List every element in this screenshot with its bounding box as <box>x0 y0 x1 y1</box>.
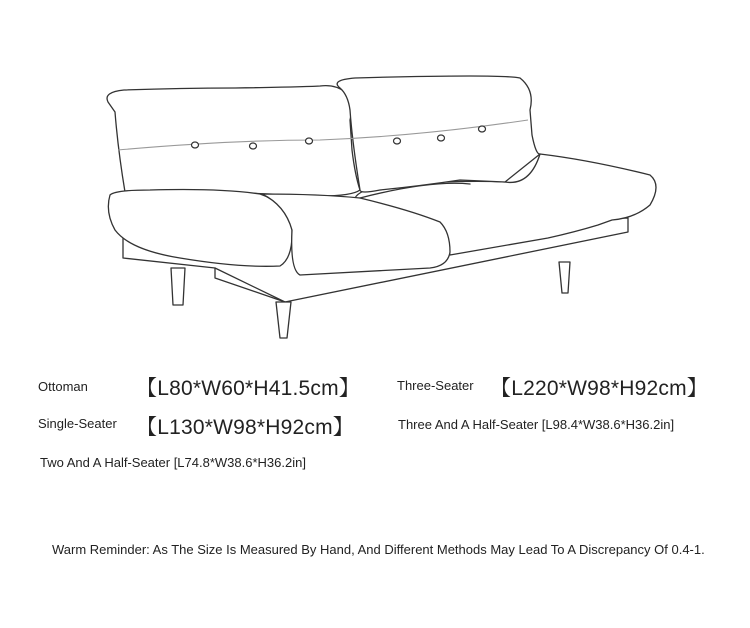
ottoman-label: Ottoman <box>38 379 88 394</box>
tuft-button <box>192 142 199 148</box>
tuft-button <box>394 138 401 144</box>
single-seater-size: 【L130*W98*H92cm】 <box>136 416 354 439</box>
tuft-button <box>479 126 486 132</box>
ottoman-size: 【L80*W60*H41.5cm】 <box>136 377 360 400</box>
sofa-leg-front <box>276 302 291 338</box>
tuft-button <box>438 135 445 141</box>
single-seater-label: Single-Seater <box>38 416 117 431</box>
sofa-backrest-left <box>107 86 360 196</box>
sofa-leg-back-left <box>171 268 185 305</box>
warm-reminder: Warm Reminder: As The Size Is Measured By Hand, And Different Methods May Lead To A Discrepancy Of 0.4-1. <box>52 542 705 557</box>
three-seater-label: Three-Seater <box>397 378 474 393</box>
sofa-leg-back-right <box>559 262 570 293</box>
two-half-seater-spec: Two And A Half-Seater [L74.8*W38.6*H36.2in] <box>40 455 306 470</box>
tuft-button <box>306 138 313 144</box>
three-half-seater-spec: Three And A Half-Seater [L98.4*W38.6*H36.2in] <box>398 417 675 432</box>
sofa-backrest-right <box>337 76 540 192</box>
three-seater-size: 【L220*W98*H92cm】 <box>490 377 708 400</box>
tuft-button <box>250 143 257 149</box>
